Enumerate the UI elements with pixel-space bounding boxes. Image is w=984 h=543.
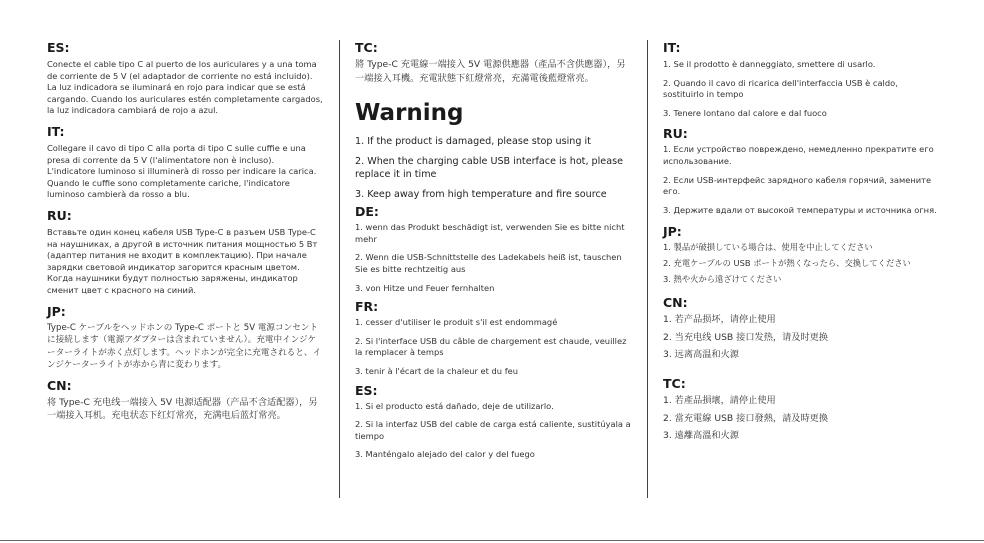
tc-heading: TC: (355, 40, 378, 55)
tc-warning-heading: TC: (663, 375, 686, 391)
it-item-1: 1. Se il prodotto è danneggiato, smettere di usarlo. (663, 59, 876, 69)
jp-list (663, 242, 939, 285)
jp-instructions: Type-C ケーブルをヘッドホンの Type-C ポートと 5V 電源コンセントに接続します（電源アダプターは含まれていません）。充電中インジケーターライトが赤く点灯します。ヘッドホンが完全に充電されると、インジケーターライトが赤から青に変わります。 (47, 322, 322, 370)
ru-heading: RU: (47, 207, 72, 223)
jp-item-3: 3. 熱や火から遠ざけてください (663, 273, 782, 284)
fr-item-1: 1. cesser d'utiliser le produit s'il est endommagé (355, 317, 558, 328)
warning-item-2: 2. When the charging cable USB interface is hot, please replace it in time (355, 155, 623, 181)
de-heading: DE: (355, 204, 379, 220)
warning-item-3: 3. Keep away from high temperature and fire source (355, 188, 607, 200)
ru-item-2: 2. Если USB-интерфейс зарядного кабеля горячий, замените его. (663, 174, 932, 197)
fr-item-2: 2. Si l'interface USB du câble de chargement est chaude, veuillez la remplacer à temps (355, 335, 627, 358)
cn-item-2: 2. 当充电线 USB 接口发热，请及时更换 (663, 331, 829, 343)
es-item-1: 1. Si el producto está dañado, deje de utilizarlo. (355, 400, 554, 411)
column-divider-1 (339, 40, 340, 498)
fr-item-3: 3. tenir à l'écart de la chaleur et du feu (355, 365, 518, 376)
it-warning-heading: IT: (663, 40, 681, 55)
cn-item-3: 3. 远离高温和火源 (663, 349, 739, 361)
es-heading: ES: (47, 40, 70, 55)
es-item-2: 2. Si la interfaz USB del cable de carga está caliente, sustitúyala a tiempo (355, 419, 631, 441)
it-heading: IT: (47, 123, 65, 139)
ru-item-1: 1. Если устройство повреждено, немедленно прекратите его использование. (663, 144, 934, 166)
ru-instructions: Вставьте один конец кабеля USB Type-C в разъем USB Type-C на наушниках, а другой в источник питания мощностью 5 Вт (адаптер питания не входит в комплектацию). При начале зарядки световой индикатор загорится красным цветом. Когда наушники будут полностью заряжены, индикатор сменит цвет с красного на синий. (47, 226, 318, 295)
tc-item-3: 3. 遠離高溫和火源 (663, 430, 739, 442)
it-list (663, 59, 939, 119)
cn-item-1: 1. 若产品损坏，请停止使用 (663, 314, 776, 326)
column-divider-2 (647, 40, 648, 498)
es-warning-heading: ES: (355, 382, 378, 398)
es-instructions: Conecte el cable tipo C al puerto de los auriculares y a una toma de corriente de 5 V (el adaptador de corriente no está incluido). La luz indicadora se iluminará en rojo para indicar que se está cargando. Cuando los auriculares estén completamente cargados, la luz indicadora cambiará de rojo a azul. (47, 59, 323, 116)
ru-item-3: 3. Держите вдали от высокой температуры и источника огня. (663, 204, 937, 215)
cn-list (663, 313, 939, 362)
warning-title: Warning (355, 100, 464, 127)
de-item-1: 1. wenn das Produkt beschädigt ist, verwenden Sie es bitte nicht mehr (355, 222, 625, 244)
fr-list (355, 317, 631, 377)
it-item-3: 3. Tenere lontano dal calore e dal fuoco (663, 107, 827, 118)
jp-heading: JP: (47, 303, 66, 319)
tc-item-1: 1. 若產品損壞，請停止使用 (663, 394, 776, 406)
column-2 (355, 40, 631, 461)
tc-instructions: 將 Type-C 充電線一端接入 5V 電源供應器（產品不含供應器），另一端接入耳機。充電狀態下紅燈常亮，充滿電後藍燈常亮。 (355, 59, 626, 84)
page-bottom-rule (0, 540, 984, 541)
cn-instructions: 将 Type-C 充电线一端接入 5V 电源适配器（产品不含适配器），另一端接入耳机。充电状态下红灯常亮，充满电后蓝灯常亮。 (47, 396, 318, 422)
cn-warning-heading: CN: (663, 295, 688, 311)
ru-warning-heading: RU: (663, 126, 688, 142)
it-item-2: 2. Quando il cavo di ricarica dell'interfaccia USB è caldo, sostituirlo in tempo (663, 77, 898, 100)
es-list (355, 401, 631, 461)
de-item-2: 2. Wenn die USB-Schnittstelle des Ladekabels heiß ist, tauschen Sie es bitte rechtzeitig aus (355, 252, 622, 274)
ru-list (663, 144, 939, 216)
de-list (355, 222, 631, 294)
jp-item-2: 2. 充電ケーブルの USB ポートが熱くなったら、交換してください (663, 257, 911, 268)
jp-item-1: 1. 製品が破損している場合は、使用を中止してください (663, 242, 873, 253)
column-3 (663, 40, 939, 443)
cn-heading: CN: (47, 377, 72, 393)
warning-item-1: 1. If the product is damaged, please stop using it (355, 136, 591, 148)
warning-list (355, 135, 631, 201)
es-item-3: 3. Manténgalo alejado del calor y del fuego (355, 449, 535, 460)
tc-item-2: 2. 當充電線 USB 接口發熱，請及時更換 (663, 412, 829, 424)
column-1 (47, 40, 323, 423)
fr-heading: FR: (355, 299, 379, 315)
de-item-3: 3. von Hitze und Feuer fernhalten (355, 282, 495, 293)
jp-warning-heading: JP: (663, 224, 682, 240)
tc-list (663, 394, 939, 443)
it-instructions: Collegare il cavo di tipo C alla porta di tipo C sulle cuffie e una presa di corrente da 5 V (l'alimentatore non è incluso). L'indicatore luminoso si illuminerà di rosso per indicare la carica. Quando le cuffie sono completamente cariche, l'indicatore luminoso cambierà da rosso a blu. (47, 142, 317, 200)
